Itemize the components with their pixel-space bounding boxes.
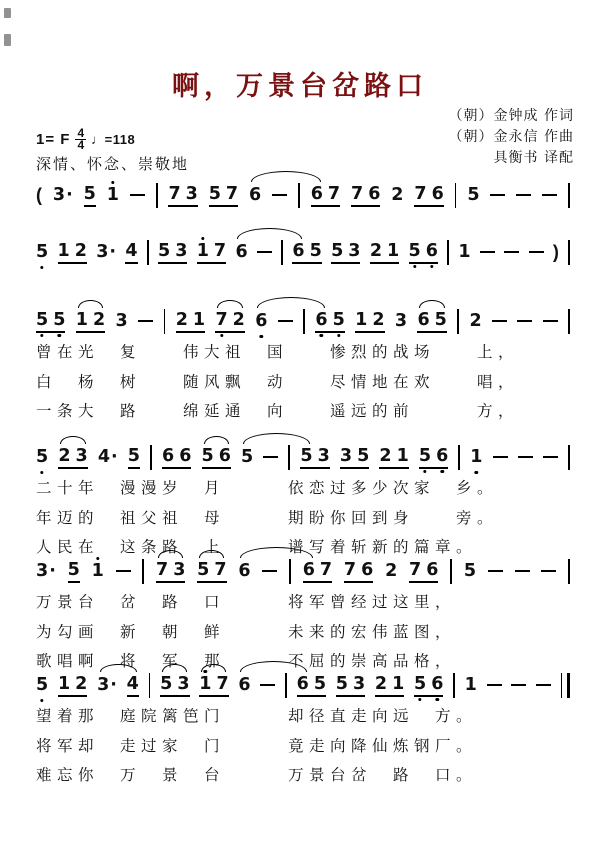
beam-group — [370, 240, 399, 264]
note-token: 5 — [463, 560, 476, 581]
note-token: 5 — [158, 240, 171, 261]
notes-row — [36, 238, 570, 266]
barline — [281, 240, 283, 265]
beam-group — [355, 309, 384, 333]
octave-dot-low — [40, 471, 43, 474]
beam-group — [409, 240, 438, 264]
music-system — [36, 671, 570, 788]
octave-dot-low — [423, 470, 426, 473]
note-token: 4 — [126, 673, 139, 694]
duration-dash — [516, 184, 531, 206]
note-token: 1 — [355, 309, 368, 330]
music-system — [36, 443, 570, 560]
barline — [568, 309, 570, 334]
lyric-line: 人民在 这条路 上 谱写着斩新的篇章。 — [36, 538, 478, 556]
note-token: 2 — [232, 309, 245, 330]
beam-group — [315, 309, 344, 333]
note-token: 5 — [419, 445, 431, 467]
note-token: 5 — [208, 183, 221, 204]
note-token: 6 — [292, 240, 305, 261]
note-token: 3 — [75, 445, 88, 466]
duration-dash — [260, 674, 275, 696]
note-token: 6 — [235, 241, 248, 262]
augmentation-dot: · — [109, 241, 117, 262]
note-token: 3 — [185, 183, 198, 204]
note-token: 5 — [434, 309, 447, 330]
note-token: 5 — [160, 673, 173, 694]
octave-dot-low — [440, 470, 443, 473]
note-token: 3· — [96, 241, 117, 262]
note-token: 6 — [361, 559, 374, 580]
lyric-line: 曾在光 复 伟大祖 国 惨烈的战场 上， — [36, 343, 520, 361]
note-token: 2 — [372, 309, 385, 330]
duration-dash — [511, 674, 526, 696]
note-token: 5 — [127, 445, 140, 466]
music-system — [36, 238, 570, 266]
credits-block — [449, 106, 574, 169]
duration-dash — [262, 560, 277, 582]
note-token: 3· — [52, 184, 73, 205]
note-token: 6 — [368, 183, 381, 204]
note-token: 5 — [53, 309, 65, 331]
lyric-line: 歌唱啊 将 军 那 不屈的崇高品格， — [36, 652, 457, 670]
note-token: 5 — [241, 446, 254, 467]
barline — [303, 309, 305, 334]
notes-row — [36, 671, 570, 699]
octave-dot-low — [418, 698, 421, 701]
note-token: 6 — [426, 559, 439, 580]
note-token: 6 — [238, 560, 251, 581]
note-token: 6 — [431, 183, 444, 204]
note-token: 3· — [36, 560, 56, 581]
note-token: 6 — [249, 184, 262, 205]
note-token: 1 — [197, 240, 209, 262]
beam-group — [409, 559, 438, 583]
beam-group — [76, 309, 105, 333]
beam-group — [197, 240, 226, 264]
beam-group — [344, 559, 373, 583]
barline — [289, 559, 291, 584]
barline — [164, 309, 166, 334]
note-token: 6 — [431, 673, 443, 695]
note-token: 5 — [414, 673, 426, 695]
beam-group — [168, 183, 197, 207]
note-token: 1 — [92, 560, 104, 582]
beam-group — [311, 183, 340, 207]
note-token: 5 — [357, 445, 370, 466]
note-token: 2 — [58, 445, 71, 466]
lyric-line: 一条大 路 绵延通 向 遥远的前 方， — [36, 402, 520, 420]
barline — [568, 183, 570, 208]
duration-dash — [116, 560, 131, 582]
duration-dash — [490, 184, 505, 206]
duration-dash — [263, 446, 278, 468]
music-system — [36, 181, 570, 209]
beam-group — [340, 445, 369, 469]
note-token: 6 — [426, 240, 438, 262]
note-token: 5 — [67, 559, 80, 580]
tonic-label: 1= F — [36, 131, 71, 148]
octave-dot-low — [58, 334, 61, 337]
barline — [142, 559, 144, 584]
beam-group — [414, 183, 443, 207]
note-token: 3 — [348, 240, 361, 261]
note-token: 6 — [417, 309, 430, 330]
note-token: 2 — [74, 240, 87, 261]
lyric-line: 二十年 漫漫岁 月 依恋过多少次家 乡。 — [36, 479, 499, 497]
beam-group — [297, 673, 326, 697]
octave-dot-low — [220, 334, 223, 337]
augmentation-dot: · — [66, 184, 73, 205]
duration-dash — [542, 184, 557, 206]
note-token: 1 — [396, 445, 409, 466]
note-token: 1 — [57, 673, 71, 694]
composer-credit: （朝）金永信 作曲 — [448, 129, 574, 145]
octave-dot-high — [111, 181, 114, 184]
translator-credit: 具衡书 译配 — [493, 150, 574, 166]
note-token: 6 — [238, 674, 251, 695]
meter-denominator: 4 — [77, 138, 85, 152]
note-token: 3 — [173, 559, 186, 580]
beam-group — [375, 673, 404, 697]
octave-dot-low — [337, 334, 340, 337]
note-token: 2 — [374, 673, 388, 694]
note-token: 1 — [107, 184, 119, 206]
note-token: 7 — [343, 559, 357, 580]
barline — [298, 183, 300, 208]
augmentation-dot: · — [111, 446, 118, 467]
note-token: 3 — [115, 310, 128, 331]
slur-arc — [60, 436, 86, 444]
barline — [455, 183, 457, 208]
barline — [568, 559, 570, 584]
beam-group — [156, 559, 185, 583]
note-token: 7 — [327, 183, 341, 204]
octave-dot-low — [40, 266, 43, 269]
note-token: 2 — [469, 310, 482, 331]
music-system — [36, 307, 570, 424]
note-token: 2 — [175, 309, 188, 330]
note-token: 5 — [36, 241, 48, 263]
music-system — [36, 557, 570, 674]
beam-group — [331, 240, 360, 264]
barline — [288, 445, 290, 470]
duration-dash — [543, 446, 558, 468]
note-token: 5 — [467, 184, 480, 205]
barline — [450, 559, 452, 584]
beam-group — [303, 559, 332, 583]
note-token: 1 — [464, 674, 477, 695]
note-token: 6 — [436, 445, 448, 467]
notes-row — [36, 181, 570, 209]
duration-dash — [257, 241, 272, 263]
note-token: 7 — [409, 559, 422, 580]
beam-group — [160, 673, 189, 697]
notes-row — [36, 307, 570, 335]
lyric-line: 白 杨 树 随风飘 动 尽情地在欢 唱， — [36, 372, 520, 391]
octave-dot-high — [96, 557, 99, 560]
note-token: 6 — [162, 445, 175, 466]
note-token: 1 — [192, 309, 206, 330]
note-token: 5 — [201, 445, 214, 466]
slur-arc — [78, 300, 103, 308]
note-token: 2 — [92, 309, 106, 330]
note-token: 5 — [335, 673, 348, 694]
beam-group — [58, 240, 87, 264]
parenthesis: ( — [36, 185, 42, 205]
note-token: 2 — [391, 184, 404, 205]
note-token: 6 — [315, 309, 327, 331]
note-token: 1 — [470, 446, 482, 468]
beam-group — [215, 309, 244, 333]
duration-dash — [529, 241, 544, 263]
beam-group — [300, 445, 329, 469]
barline — [568, 445, 570, 470]
beam-group — [158, 240, 187, 264]
octave-dot-low — [436, 698, 439, 701]
tempo-marking: ♩=118 — [91, 132, 136, 147]
note-token: 4 — [125, 240, 138, 261]
note-token: 3· — [97, 674, 117, 695]
note-token: 6 — [179, 445, 192, 466]
octave-dot-low — [40, 334, 43, 337]
duration-dash — [543, 310, 558, 332]
octave-dot-low — [413, 265, 416, 268]
beam-group — [128, 445, 140, 469]
beam-group — [68, 559, 80, 583]
beam-group — [84, 183, 96, 207]
final-barline — [561, 673, 570, 698]
note-token: 3 — [175, 240, 188, 261]
note-token: 2 — [75, 673, 88, 694]
note-token: 1 — [458, 241, 471, 262]
note-token: 7 — [225, 183, 239, 204]
lyric-line: 望着那 庭院篱笆门 却径直走向远 方。 — [36, 707, 478, 725]
augmentation-dot: · — [110, 674, 117, 695]
beam-group — [127, 673, 139, 697]
octave-dot-low — [40, 699, 43, 702]
note-token: 7 — [213, 240, 227, 261]
note-token: 5 — [36, 446, 48, 468]
note-token: 6 — [302, 559, 315, 580]
parenthesis: ) — [552, 242, 559, 262]
slur-arc — [204, 436, 229, 444]
note-token: 1 — [199, 673, 211, 695]
barline — [156, 183, 158, 208]
beam-group — [419, 445, 448, 469]
duration-dash — [504, 241, 519, 263]
note-token: 1 — [392, 673, 405, 694]
note-token: 2 — [385, 560, 398, 581]
barline — [453, 673, 455, 698]
note-token: 5 — [331, 240, 344, 261]
duration-dash — [541, 560, 556, 582]
octave-dot-high — [201, 237, 204, 240]
barline — [285, 673, 287, 698]
beam-group — [414, 673, 443, 697]
octave-dot-low — [320, 334, 323, 337]
note-token: 2 — [379, 445, 392, 466]
song-title: 啊，万景台岔路口 — [172, 71, 428, 102]
duration-dash — [480, 241, 495, 263]
slur-arc — [217, 300, 243, 308]
expression-marking: 深情、怀念、崇敬地 — [36, 155, 190, 173]
lyric-line: 将军却 走过家 门 竟走向降仙炼钢厂。 — [36, 736, 478, 755]
note-token: 7 — [351, 183, 364, 204]
duration-dash — [536, 674, 551, 696]
beam-group — [379, 445, 408, 469]
key-signature — [36, 128, 135, 151]
note-token: 6 — [296, 673, 309, 694]
slur-arc — [257, 297, 325, 308]
beam-group — [176, 309, 205, 333]
lyric-line: 万景台 岔 路 口 将军曾经过这里， — [36, 593, 457, 611]
barline — [568, 240, 570, 265]
note-token: 1 — [57, 240, 70, 261]
note-token: 5 — [300, 445, 313, 466]
note-token: 5 — [409, 240, 421, 262]
beam-group — [197, 559, 226, 583]
note-token: 3 — [339, 445, 353, 466]
beam-group — [351, 183, 380, 207]
note-token: 5 — [83, 183, 96, 204]
barline — [147, 240, 149, 265]
beam-group — [125, 240, 137, 264]
beam-group — [36, 309, 65, 333]
barline — [457, 309, 459, 334]
duration-dash — [487, 674, 502, 696]
duration-dash — [493, 446, 508, 468]
notes-row — [36, 443, 570, 471]
note-token: 5 — [197, 559, 210, 580]
note-token: 5 — [333, 309, 345, 331]
slur-arc — [243, 433, 310, 444]
duration-dash — [518, 446, 533, 468]
note-token: 6 — [310, 183, 323, 204]
notes-row — [36, 557, 570, 585]
augmentation-dot: · — [49, 560, 56, 581]
beam-group — [199, 673, 228, 697]
slur-arc — [419, 300, 445, 308]
duration-dash — [278, 310, 293, 332]
octave-dot-low — [475, 471, 478, 474]
scan-artifact — [4, 8, 11, 18]
note-token: 7 — [168, 183, 181, 204]
note-token: 1 — [387, 240, 400, 261]
barline — [150, 445, 152, 470]
note-token: 3 — [317, 445, 330, 466]
lyricist-credit: （朝）金钟成 作词 — [448, 108, 574, 124]
beam-group — [209, 183, 238, 207]
note-token: 5 — [36, 674, 48, 696]
duration-dash — [272, 184, 287, 206]
time-signature — [75, 128, 86, 151]
note-token: 4· — [97, 446, 118, 467]
beam-group — [162, 445, 191, 469]
slur-arc — [237, 228, 302, 239]
beam-group — [417, 309, 446, 333]
note-token: 5 — [313, 673, 326, 694]
note-token: 3 — [352, 673, 366, 694]
beam-group — [58, 445, 87, 469]
beam-group — [336, 673, 365, 697]
barline — [447, 240, 449, 265]
note-token: 7 — [319, 559, 333, 580]
lyric-line: 年迈的 祖父祖 母 期盼你回到身 旁。 — [36, 508, 499, 527]
octave-dot-low — [260, 335, 263, 338]
duration-dash — [492, 310, 507, 332]
note-token: 7 — [414, 183, 427, 204]
note-token: 5 — [309, 240, 322, 261]
scan-artifact — [4, 34, 11, 46]
duration-dash — [138, 310, 153, 332]
lyric-line: 难忘你 万 景 台 万景台岔 路 口。 — [36, 766, 478, 784]
duration-dash — [130, 184, 145, 206]
beam-group — [292, 240, 321, 264]
note-token: 6 — [218, 445, 231, 466]
duration-dash — [515, 560, 530, 582]
note-token: 3 — [394, 310, 408, 331]
beam-group — [58, 673, 87, 697]
lyric-line: 为勾画 新 朝 鲜 未来的宏伟蓝图， — [36, 622, 457, 641]
slur-arc — [251, 171, 321, 182]
duration-dash — [488, 560, 503, 582]
note-token: 5 — [36, 309, 48, 331]
note-token: 1 — [75, 309, 88, 330]
note-token: 3 — [177, 673, 190, 694]
note-token: 7 — [216, 673, 229, 694]
barline — [458, 445, 460, 470]
note-token: 2 — [369, 240, 382, 261]
barline — [149, 673, 151, 698]
note-token: 6 — [255, 310, 267, 332]
duration-dash — [517, 310, 532, 332]
octave-dot-low — [430, 265, 433, 268]
note-token: 7 — [214, 559, 227, 580]
note-token: 7 — [156, 559, 169, 580]
note-token: 7 — [215, 309, 227, 331]
meter-numerator: 4 — [77, 126, 85, 140]
beam-group — [202, 445, 231, 469]
